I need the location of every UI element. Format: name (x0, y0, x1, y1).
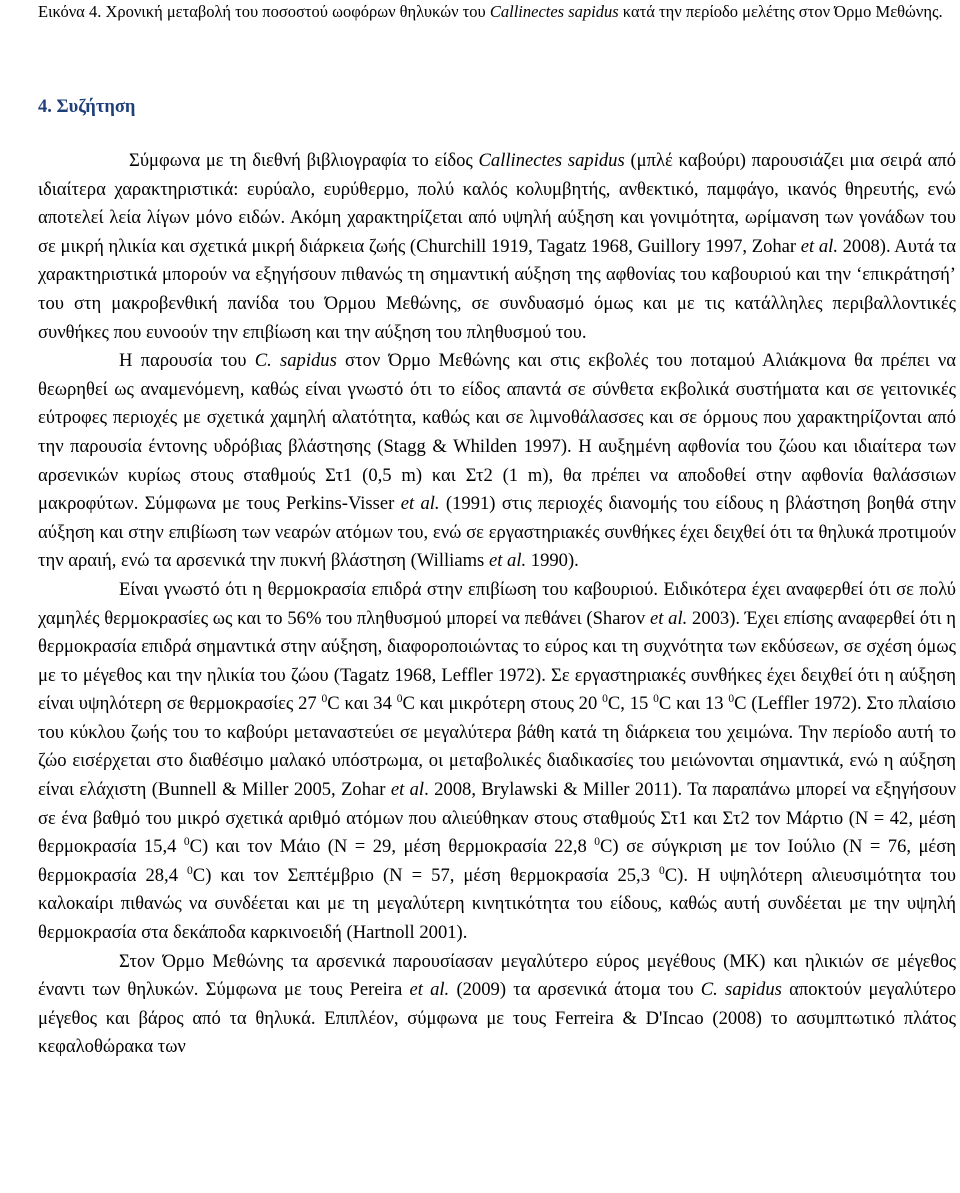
text-run: (μπλέ καβούρι) παρουσιάζει μια σειρά από ιδιαίτερα χαρακτηριστικά: ευρύαλο, ευρύθερμο, πολύ καλός κολυμβητής, ανθεκτικό, παμφάγο, ικανός θηρευτής, ενώ αποτελεί λεία λίγων μόνο ειδών. Ακόμη χαρακτηρίζεται από υψηλή αύξηση και γονιμότητα, ωρίμανση των γονάδων του σε μικρή ηλικία και σχετικά μικρή διάρκεια ζωής (Churchill 1919, Tagatz 1968, Guillory 1997, Zohar (38, 150, 957, 257)
paragraph-4 (38, 948, 956, 1062)
degree-superscript: 0 (659, 864, 665, 877)
text-run: C, 15 (607, 693, 654, 715)
text-run: C (Leffler 1972). Στο πλαίσιο του κύκλου ζωής του το καβούρι μεταναστεύει σε μεγαλύτερα βάθη κατά τη διάρκεια του χειμώνα. Την περίοδο αυτή το ζώο εισέρχεται στο διαθέσιμο μαλακό υπόστρωμα, οι μεταβολικές διαδικασίες του μειώνονται σημαντικά, ενώ η αύξηση είναι ελάχιστη (Bunnell & Miller 2005, Zohar (38, 693, 956, 801)
section-body (38, 147, 956, 1062)
text-run: C και 34 (327, 693, 397, 715)
text-run: . 2008, Brylawski & Miller 2011). Τα παραπάνω μπορεί να εξηγήσουν σε ένα βαθμό του μικρό σχετικά αριθμό ατόμων που αλιεύθηκαν στους σταθμούς Στ1 και Στ2 τον Μάρτιο (N = 42, μέση θερμοκρασία 15,4 (38, 779, 957, 858)
document-page (38, 0, 956, 1062)
degree-superscript: 0 (602, 693, 608, 706)
text-run: 2008). Αυτά τα χαρακτηριστικά μπορούν να εξηγήσουν πιθανώς τη σημαντική αύξηση της αφθονίας του καβουριού και την ‘επικράτησή’ του στη μακροβενθική πανίδα του Όρμου Μεθώνης, σε συνδυασμό όμως και με τις κατάλληλες περιβαλλοντικές συνθήκες που ευνοούν την επιβίωση και την αύξηση του πληθυσμού του. (38, 235, 956, 343)
section-heading: 4. Συζήτηση (38, 97, 136, 117)
et-al: et al. (488, 550, 527, 572)
paragraph-2 (38, 347, 956, 576)
text-run: (2009) τα αρσενικά άτομα του (449, 979, 701, 1001)
species-name: Callinectes sapidus (478, 150, 625, 171)
et-al: et al (390, 779, 425, 801)
text-run: Σύμφωνα με τη διεθνή βιβλιογραφία το είδος (129, 150, 479, 171)
text-run: C και μικρότερη στους 20 (402, 693, 603, 715)
degree-superscript: 0 (183, 836, 190, 849)
caption-text: Εικόνα 4. Χρονική μεταβολή του ποσοστού ωοφόρων θηλυκών του (38, 2, 490, 21)
species-name: C. sapidus (700, 979, 782, 1001)
caption-species: Callinectes sapidus (489, 2, 619, 21)
degree-superscript: 0 (594, 836, 601, 849)
text-run: αποκτούν μεγαλύτερο μέγεθος και βάρος από τα θηλυκά. Επιπλέον, σύμφωνα με τους Ferreira & D'Incao (2008) το ασυμπτωτικό πλάτος κεφαλοθώρακα των (38, 979, 956, 1058)
text-run: Στον Όρμο Μεθώνης τα αρσενικά παρουσίασαν μεγαλύτερο εύρος μεγέθους (ΜΚ) και ηλικιών σε μέγεθος έναντι των θηλυκών. Σύμφωνα με τους Pereira (38, 950, 956, 1001)
degree-superscript: 0 (653, 693, 659, 706)
caption-text-end: κατά την περίοδο μελέτης στον Όρμο Μεθώνης. (618, 2, 943, 21)
text-run: C). Η υψηλότερη αλιευσιμότητα του καλοκαίρι πιθανώς να συνδέεται και με τη μεγαλύτερη κινητικότητα του είδους, καθώς αυτή συνδέεται με την υψηλή θερμοκρασία στα δεκάποδα καρκινοειδή (Hartnoll 2001). (38, 864, 956, 944)
text-run: C) και τον Μάιο (N = 29, μέση θερμοκρασία 22,8 (189, 836, 595, 858)
text-run: στον Όρμο Μεθώνης και στις εκβολές του ποταμού Αλιάκμονα θα πρέπει να θεωρηθεί ως αναμενόμενη, καθώς είναι γνωστό ότι το είδος απαντά σε σύνθετα εκβολικά συστήματα και σε γειτονικές εύτροφες περιοχές με σχετικά χαμηλή αλατότητα, καθώς και σε λιμνοθάλασσες και σε όρμους που χαρακτηρίζονται από την παρουσία έντονης υδρόβιας βλάστησης (Stagg & Whilden 1997). Η αυξημένη αφθονία του ζώου και ιδιαίτερα των αρσενικών κυρίως στους σταθμούς Στ1 (0,5 m) και Στ2 (1 m), θα πρέπει να αποδοθεί στην αφθονία θαλάσσιων μακροφύτων. Σύμφωνα με τους Perkins-Visser (38, 350, 956, 515)
paragraph-3 (38, 576, 956, 948)
text-run: C) και τον Σεπτέμβριο (N = 57, μέση θερμοκρασία 25,3 (192, 864, 660, 886)
text-run: Η παρουσία του (119, 350, 255, 372)
degree-superscript: 0 (728, 693, 735, 706)
text-run: 2003). Έχει επίσης αναφερθεί ότι η θερμοκρασία επιδρά σημαντικά στην αύξηση, διαφοροποιώντας το εύρος και τη συχνότητα των εκδύσεων, σε σχέση όμως με το μέγεθος και την ηλικία του ζώου (Tagatz 1968, Leffler 1972). Σε εργαστηριακές συνθήκες έχει δειχθεί ότι η αύξηση είναι υψηλότερη σε θερμοκρασίες 27 (38, 607, 956, 715)
degree-superscript: 0 (396, 693, 403, 706)
paragraph-1 (38, 147, 956, 347)
et-al: et al. (409, 979, 450, 1001)
et-al: et al. (800, 235, 838, 257)
figure-caption (38, 1, 956, 22)
text-run: C και 13 (658, 693, 729, 715)
text-run: Είναι γνωστό ότι η θερμοκρασία επιδρά στην επιβίωση του καβουριού. Ειδικότερα έχει αναφερθεί ότι σε πολύ χαμηλές θερμοκρασίες ως και το 56% του πληθυσμού μπορεί να πεθάνει (Sharov (38, 578, 956, 629)
et-al: et al. (650, 607, 688, 629)
degree-superscript: 0 (187, 864, 193, 877)
et-al: et al. (400, 493, 440, 515)
text-run: 1990). (526, 550, 579, 572)
species-name: C. sapidus (254, 350, 337, 372)
degree-superscript: 0 (321, 693, 328, 706)
text-run: C) σε σύγκριση με τον Ιούλιο (N = 76, μέση θερμοκρασία 28,4 (38, 836, 956, 886)
text-run: (1991) στις περιοχές διανομής του είδους η βλάστηση βοηθά στην αύξηση και στην επιβίωση των νεαρών ατόμων του, ενώ σε εργαστηριακές συνθήκες έχει δειχθεί ότι τα θηλυκά προτιμούν την αραιή, ενώ τα αρσενικά την πυκνή βλάστηση (Williams (38, 493, 957, 572)
